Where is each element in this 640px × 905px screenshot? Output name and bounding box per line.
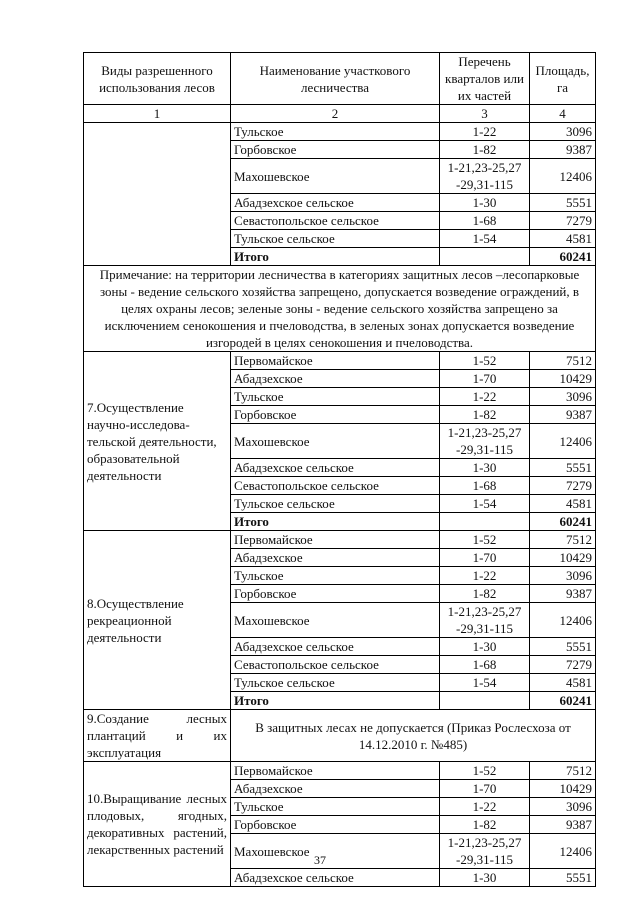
quarters-line: 1-70 <box>472 550 497 565</box>
quarters-cell <box>440 477 530 495</box>
column-number: 1 <box>84 105 231 123</box>
area-cell: 3096 <box>530 798 596 816</box>
use-type-cell: 8.Осуществление рекреационной деятельности <box>84 531 231 710</box>
quarters-line: 1-21,23-25,27 <box>447 604 522 619</box>
quarters-cell <box>440 816 530 834</box>
area-cell: 9387 <box>530 816 596 834</box>
quarters-line: 1-21,23-25,27 <box>447 835 522 850</box>
area-cell: 5551 <box>530 194 596 212</box>
area-cell: 7279 <box>530 656 596 674</box>
quarters-line: 1-70 <box>472 371 497 386</box>
use-type-cell: 10.Выращивание лесных плодовых, ягодных, декоративных растений, лекарственных растений <box>84 762 231 887</box>
table-row <box>84 762 596 780</box>
quarters-cell <box>440 159 530 194</box>
area-cell: 5551 <box>530 459 596 477</box>
quarters-cell <box>440 230 530 248</box>
area-cell: 12406 <box>530 834 596 869</box>
area-cell: 7279 <box>530 212 596 230</box>
quarters-cell <box>440 194 530 212</box>
quarters-cell <box>440 585 530 603</box>
area-cell: 10429 <box>530 549 596 567</box>
quarters-line: 1-54 <box>472 496 497 511</box>
forestry-name: Тульское <box>231 388 440 406</box>
forestry-name: Тульское сельское <box>231 674 440 692</box>
column-number: 4 <box>530 105 596 123</box>
quarters-cell <box>440 388 530 406</box>
forestry-name: Махошевское <box>231 834 440 869</box>
quarters-cell <box>440 141 530 159</box>
area-cell: 3096 <box>530 388 596 406</box>
forestry-name: Абадзехское сельское <box>231 194 440 212</box>
quarters-cell <box>440 567 530 585</box>
quarters-cell <box>440 780 530 798</box>
area-cell: 12406 <box>530 159 596 194</box>
quarters-line: 1-54 <box>472 675 497 690</box>
quarters-line: 1-22 <box>472 799 497 814</box>
quarters-line: 1-82 <box>472 586 497 601</box>
quarters-line: 1-21,23-25,27 <box>447 425 522 440</box>
quarters-cell <box>440 692 530 710</box>
column-number: 2 <box>231 105 440 123</box>
area-cell: 10429 <box>530 370 596 388</box>
area-cell: 9387 <box>530 141 596 159</box>
total-area: 60241 <box>530 248 596 266</box>
area-cell: 4581 <box>530 495 596 513</box>
forestry-name: Первомайское <box>231 762 440 780</box>
quarters-line: 1-54 <box>472 231 497 246</box>
forestry-name: Первомайское <box>231 531 440 549</box>
forestry-name: Абадзехское <box>231 780 440 798</box>
quarters-cell <box>440 674 530 692</box>
quarters-cell <box>440 248 530 266</box>
quarters-cell <box>440 549 530 567</box>
quarters-line: 1-21,23-25,27 <box>447 160 522 175</box>
quarters-line: 1-82 <box>472 817 497 832</box>
forestry-name: Тульское <box>231 123 440 141</box>
quarters-line: 1-30 <box>472 460 497 475</box>
quarters-line: 1-30 <box>472 870 497 885</box>
quarters-line: 1-52 <box>472 353 497 368</box>
use-type-cell: 7.Осуществление научно-исследова-тельской деятельности, образовательной деятельности <box>84 352 231 531</box>
page-number: 37 <box>314 853 326 867</box>
area-cell: 7279 <box>530 477 596 495</box>
quarters-line: 1-30 <box>472 639 497 654</box>
header-quarters: Перечень кварталов или их частей <box>440 53 530 105</box>
column-number: 3 <box>440 105 530 123</box>
forestry-name: Горбовское <box>231 816 440 834</box>
use-type-cell <box>84 123 231 266</box>
quarters-cell <box>440 424 530 459</box>
quarters-cell <box>440 459 530 477</box>
forestry-name: Абадзехское сельское <box>231 869 440 887</box>
forestry-name: Махошевское <box>231 424 440 459</box>
forestry-name: Тульское сельское <box>231 230 440 248</box>
quarters-cell <box>440 212 530 230</box>
quarters-line: -29,31-115 <box>456 177 513 192</box>
quarters-cell <box>440 798 530 816</box>
quarters-cell <box>440 869 530 887</box>
quarters-line: 1-68 <box>472 657 497 672</box>
column-number-row <box>84 105 596 123</box>
prohibition-text: В защитных лесах не допускается (Приказ Рослесхоза от 14.12.2010 г. №485) <box>231 710 596 762</box>
quarters-cell <box>440 603 530 638</box>
quarters-cell <box>440 352 530 370</box>
forest-use-table <box>83 52 596 887</box>
quarters-line: 1-22 <box>472 568 497 583</box>
forestry-name: Абадзехское <box>231 549 440 567</box>
forestry-name: Махошевское <box>231 159 440 194</box>
header-forestry-name: Наименование участкового лесничества <box>231 53 440 105</box>
quarters-line: 1-52 <box>472 532 497 547</box>
area-cell: 4581 <box>530 230 596 248</box>
quarters-line: 1-68 <box>472 213 497 228</box>
area-cell: 9387 <box>530 585 596 603</box>
quarters-line: -29,31-115 <box>456 621 513 636</box>
forestry-name: Севастопольское сельское <box>231 656 440 674</box>
table-row <box>84 123 596 141</box>
header-row <box>84 53 596 105</box>
quarters-cell <box>440 406 530 424</box>
area-cell: 9387 <box>530 406 596 424</box>
table-row <box>84 710 596 762</box>
use-type-cell: 9.Создание лесных плантаций и их эксплуатация <box>84 710 231 762</box>
forestry-name: Севастопольское сельское <box>231 477 440 495</box>
forestry-name: Севастопольское сельское <box>231 212 440 230</box>
area-cell: 12406 <box>530 424 596 459</box>
quarters-cell <box>440 638 530 656</box>
header-area: Площадь, га <box>530 53 596 105</box>
quarters-line: 1-82 <box>472 142 497 157</box>
forestry-name: Тульское <box>231 798 440 816</box>
table-body <box>84 53 596 887</box>
area-cell: 7512 <box>530 531 596 549</box>
forestry-name: Тульское сельское <box>231 495 440 513</box>
total-label: Итого <box>231 513 440 531</box>
area-cell: 5551 <box>530 638 596 656</box>
area-cell: 12406 <box>530 603 596 638</box>
quarters-cell <box>440 370 530 388</box>
quarters-line: 1-70 <box>472 781 497 796</box>
total-area: 60241 <box>530 692 596 710</box>
quarters-line: 1-22 <box>472 124 497 139</box>
quarters-line: 1-30 <box>472 195 497 210</box>
quarters-cell <box>440 513 530 531</box>
total-label: Итого <box>231 692 440 710</box>
quarters-cell <box>440 495 530 513</box>
forestry-name: Махошевское <box>231 603 440 638</box>
quarters-line: -29,31-115 <box>456 852 513 867</box>
quarters-line: 1-22 <box>472 389 497 404</box>
quarters-cell <box>440 123 530 141</box>
area-cell: 4581 <box>530 674 596 692</box>
area-cell: 10429 <box>530 780 596 798</box>
quarters-cell <box>440 762 530 780</box>
area-cell: 7512 <box>530 762 596 780</box>
area-cell: 3096 <box>530 123 596 141</box>
table-row <box>84 352 596 370</box>
area-cell: 5551 <box>530 869 596 887</box>
forestry-name: Тульское <box>231 567 440 585</box>
area-cell: 3096 <box>530 567 596 585</box>
quarters-line: -29,31-115 <box>456 442 513 457</box>
area-cell: 7512 <box>530 352 596 370</box>
header-use-type: Виды разрешенного использования лесов <box>84 53 231 105</box>
forestry-name: Абадзехское <box>231 370 440 388</box>
total-label: Итого <box>231 248 440 266</box>
quarters-line: 1-68 <box>472 478 497 493</box>
forestry-name: Абадзехское сельское <box>231 638 440 656</box>
forestry-name: Горбовское <box>231 585 440 603</box>
quarters-cell <box>440 531 530 549</box>
forestry-name: Горбовское <box>231 406 440 424</box>
forestry-name: Горбовское <box>231 141 440 159</box>
note-row <box>84 266 596 352</box>
total-area: 60241 <box>530 513 596 531</box>
forestry-name: Первомайское <box>231 352 440 370</box>
table-row <box>84 531 596 549</box>
quarters-cell <box>440 656 530 674</box>
note-text: Примечание: на территории лесничества в категориях защитных лесов –лесопарковые зоны - ведение сельского хозяйства запрещено, допускается возведение ограждений, в целях охраны лесов; зеленые зоны - ведение сельского хозяйства запрещено за исключением сенокошения и пчеловодства, в зеленых зонах допускается возведение изгородей в целях сенокошения и пчеловодства. <box>84 266 596 352</box>
quarters-line: 1-52 <box>472 763 497 778</box>
forestry-name: Абадзехское сельское <box>231 459 440 477</box>
quarters-line: 1-82 <box>472 407 497 422</box>
